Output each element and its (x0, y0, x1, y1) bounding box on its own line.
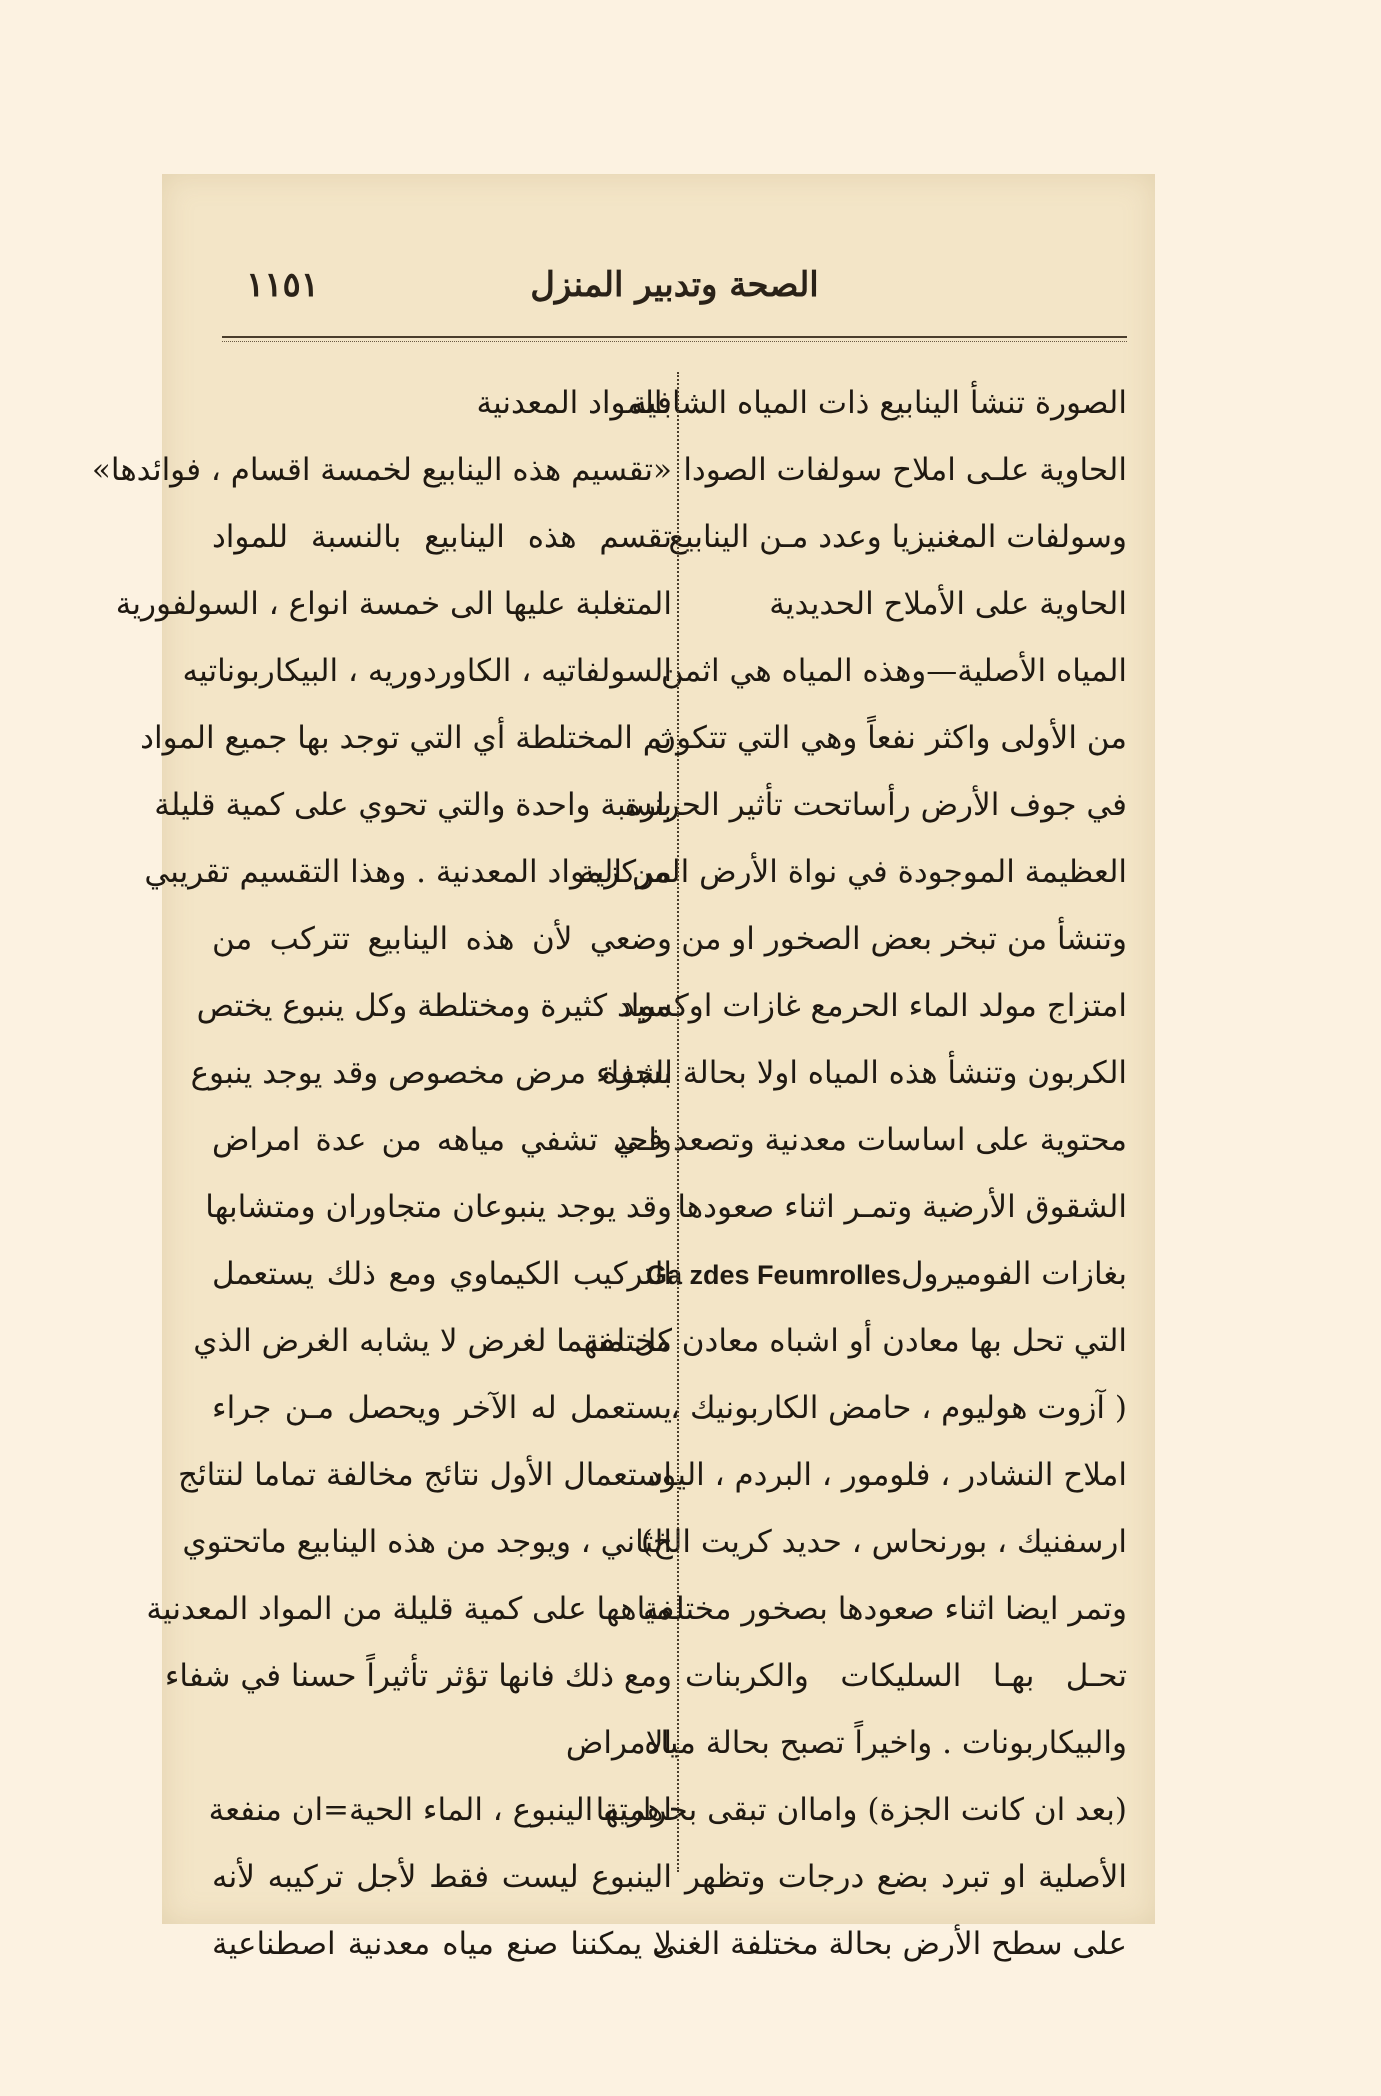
text-line-with-latin-term (645, 1241, 1127, 1308)
text-line: امتزاج مولد الماء الحرمع غازات اوكسيد (620, 988, 1127, 1024)
text-line: وتمر ايضا اثناء صعودها بصخور مختلفة (642, 1591, 1127, 1627)
text-line: تحـل بهـا السليكات والكربنات (685, 1658, 1127, 1694)
text-line: من الأولى واكثر نفعاً وهي التي تتكون (653, 720, 1127, 756)
text-line: اهمية الينبوع ، الماء الحية=ان منفعة (208, 1792, 672, 1828)
section-heading: «تقسيم هذه الينابيع لخمسة اقسام ، فوائدها» (91, 452, 672, 488)
text-line: وتنشأ من تبخر بعض الصخور او من (681, 921, 1127, 957)
text-line: من المواد المعدنية . وهذا التقسيم تقريبي (144, 854, 672, 890)
text-line: لا يمكننا صنع مياه معدنية اصطناعية (212, 1926, 672, 1962)
text-line: املاح النشادر ، فلومور ، البردم ، اليود (647, 1457, 1127, 1493)
text-line: محتوية على اساسات معدنية وتصعد فـي (613, 1122, 1127, 1158)
text-line: الأصلية او تبرد بضع درجات وتظهر (685, 1859, 1127, 1895)
text-line: بنسبة واحدة والتي تحوي على كمية قليلة (154, 787, 672, 823)
text-line: الامراض (565, 1725, 672, 1761)
text-line: بشفاء مرض مخصوص وقد يوجد ينبوع (190, 1055, 672, 1091)
text-line: استعمال الأول نتائج مخالفة تماما لنتائج (177, 1457, 672, 1493)
left-column (91, 370, 672, 1978)
running-title: الصحة وتدبير المنزل (530, 265, 819, 305)
page-header (222, 255, 1127, 325)
text-line: السولفاتيه ، الكاوردوريه ، البيكاربوناتيه (182, 653, 672, 689)
text-line: في جوف الأرض رأساتحت تأثير الحرارة (624, 787, 1127, 823)
text-line: ثم المختلطة أي التي توجد بها جميع المواد (140, 720, 672, 756)
latin-term: Ga zdes Feumrolles (645, 1260, 902, 1290)
text-fragment: بغازات الفوميرول (901, 1256, 1127, 1292)
text-line: (بعد ان كانت الجزة) واماان تبقى بحرارتها (595, 1792, 1127, 1828)
header-rule (222, 336, 1127, 346)
text-line: تقسم هذه الينابيع بالنسبة للمواد (212, 519, 672, 555)
text-line: المتغلبة عليها الى خمسة انواع ، السولفورية (115, 586, 672, 622)
text-line: ( آزوت هوليوم ، حامض الكاربونيك ، (670, 1390, 1127, 1426)
page-number: ١١٥١ (246, 265, 320, 305)
text-line: على سطح الأرض بحالة مختلفة الغنى (652, 1926, 1127, 1962)
text-line: وسولفات المغنيزيا وعدد مـن الينابيع (668, 519, 1127, 555)
text-line: ومع ذلك فانها تؤثر تأثيراً حسنا في شفاء (164, 1658, 672, 1694)
text-line: والبيكاربونات . واخيراً تصبح بحالة مياه (644, 1725, 1127, 1761)
text-line: مواد كثيرة ومختلطة وكل ينبوع يختص (196, 988, 672, 1024)
text-line: الثاني ، ويوجد من هذه الينابيع ماتحتوي (182, 1524, 672, 1560)
text-line: ارسفنيك ، بورنحاس ، حديد كريت الخ) (640, 1524, 1127, 1560)
text-line: بالمواد المعدنية (476, 385, 672, 421)
text-line: الشقوق الأرضية وتمـر اثناء صعودها (677, 1189, 1127, 1225)
text-line: الحاوية على الأملاح الحديدية (769, 586, 1127, 622)
text-line: الينبوع ليست فقط لأجل تركيبه لأنه (212, 1859, 672, 1895)
text-line: الصورة تنشأ الينابيع ذات المياه الشافية (631, 385, 1127, 421)
text-line: مياهها على كمية قليلة من المواد المعدنية (146, 1591, 672, 1627)
text-line: التركيب الكيماوي ومع ذلك يستعمل (212, 1256, 672, 1292)
text-line: العظيمة الموجودة في نواة الأرض المركزية (579, 854, 1127, 890)
text-line: الكربون وتنشأ هذه المياه اولا بحالة الجزة (601, 1055, 1127, 1091)
column-divider (677, 372, 679, 1872)
text-line: المياه الأصلية—وهذه المياه هي اثمن (660, 653, 1127, 689)
text-line: الحاوية علـى املاح سولفات الصودا (683, 452, 1127, 488)
text-line: التي تحل بها معادن أو اشباه معادن مختلفة (583, 1323, 1127, 1359)
text-line: وضعي لأن هذه الينابيع تتركب من (212, 921, 672, 957)
text-line: واحد تشفي مياهه من عدة امراض (212, 1122, 672, 1158)
text-line: وقد يوجد ينبوعان متجاوران ومتشابها (205, 1189, 672, 1225)
text-line: كل منهما لغرض لا يشابه الغرض الذي (193, 1323, 672, 1359)
text-line: يستعمل له الآخر ويحصل مـن جراء (212, 1390, 672, 1426)
